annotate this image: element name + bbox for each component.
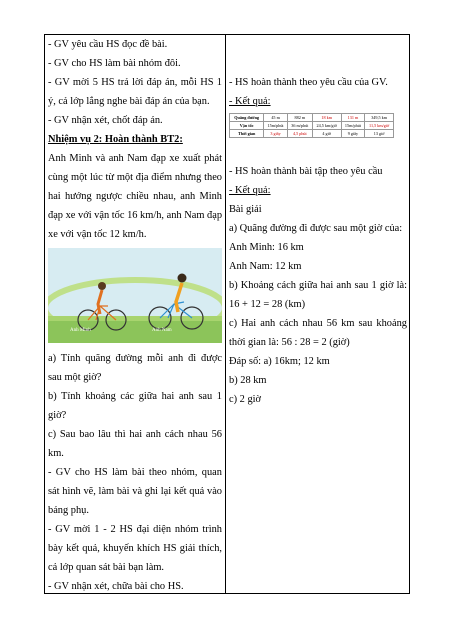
text-line: - HS hoàn thành theo yêu cầu của GV. — [229, 77, 388, 88]
column-divider — [225, 35, 226, 593]
table-cell: Thời gian — [230, 130, 264, 138]
table-row — [230, 130, 394, 138]
student-activities-column — [229, 35, 407, 409]
table-row — [230, 122, 394, 130]
solution-line: c) 2 giờ — [229, 394, 262, 405]
table-cell: 45 m — [264, 114, 288, 122]
text-line: - GV nhận xét, chốt đáp án. — [48, 115, 163, 126]
result-label: - Kết quả: — [229, 185, 271, 196]
text-line: - GV mời 5 HS trả lời đáp án, mỗi HS 1 ý, cả lớp lắng nghe bài đáp án của bạn. — [48, 77, 222, 107]
text-line: - GV yêu cầu HS đọc đề bài. — [48, 39, 168, 50]
result-label: - Kết quả: — [229, 96, 271, 107]
solution-line: b) Khoảng cách giữa hai anh sau 1 giờ là: 16 + 12 = 28 (km) — [229, 280, 407, 310]
teacher-activities-column — [48, 35, 222, 596]
solution-line: Đáp số: a) 16km; 12 km — [229, 356, 330, 367]
table-cell: 18 km — [312, 114, 341, 122]
table-cell: Quãng đường — [230, 114, 264, 122]
question-a: a) Tính quãng đường mỗi anh đi được sau một giờ? — [48, 353, 222, 383]
table-cell: 11,5 km/giờ — [365, 122, 394, 130]
text-line: - HS hoàn thành bài tập theo yêu cầu — [229, 166, 383, 177]
table-cell: 24,5 km/giờ — [312, 122, 341, 130]
table-cell: 36 m/phút — [287, 122, 312, 130]
label-anh-minh: Anh Minh — [70, 328, 91, 333]
question-b: b) Tính khoảng các giữa hai anh sau 1 giờ? — [48, 391, 222, 421]
text-line: - GV cho HS làm bài theo nhóm, quan sát hình vẽ, làm bài và ghi lại kết quả vào bảng phụ. — [48, 467, 222, 516]
solution-line: Bài giải — [229, 204, 262, 215]
table-cell: 4,5 phút — [287, 130, 312, 138]
text-line: - GV nhận xét, chữa bài cho HS. — [48, 581, 184, 592]
results-mini-table — [229, 113, 394, 138]
label-anh-nam: Anh Nam — [152, 328, 172, 333]
table-cell: 15m/phút — [341, 122, 365, 130]
solution-line: b) 28 km — [229, 375, 267, 386]
table-cell: 4 giờ — [312, 130, 341, 138]
problem-text: Anh Minh và anh Nam đạp xe xuất phát cùng một lúc từ một địa điểm nhưng theo hai hướng ngược chiều nhau, anh Minh đạp xe với vận tốc 16 km/h, anh Nam đạp xe với vận tốc 12 km/h. — [48, 153, 223, 240]
table-cell: 9 giây — [341, 130, 365, 138]
question-c: c) Sau bao lâu thì hai anh cách nhau 56 km. — [48, 429, 222, 459]
table-row — [230, 114, 394, 122]
table-cell: 882 m — [287, 114, 312, 122]
table-cell: Vận tốc — [230, 122, 264, 130]
solution-line: c) Hai anh cách nhau 56 km sau khoảng thời gian là: 56 : 28 = 2 (giờ) — [229, 318, 407, 348]
task-heading: Nhiệm vụ 2: Hoàn thành BT2: — [48, 134, 183, 145]
table-cell: 13 giờ — [365, 130, 394, 138]
lesson-table — [44, 34, 410, 594]
solution-line: a) Quãng đường đi được sau một giờ của: — [229, 223, 403, 234]
cyclists-illustration — [48, 248, 222, 343]
table-cell: 3 giây — [264, 130, 288, 138]
text-line: - GV mời 1 - 2 HS đại diện nhóm trình bày kết quả, khuyến khích HS giải thích, cả lớp quan sát bài bạn làm. — [48, 524, 222, 573]
table-cell: 349,5 km — [365, 114, 394, 122]
solution-line: Anh Minh: 16 km — [229, 242, 304, 253]
text-line: - GV cho HS làm bài nhóm đôi. — [48, 58, 181, 69]
table-cell: 131 m — [341, 114, 365, 122]
table-cell: 15m/phút — [264, 122, 288, 130]
solution-line: Anh Nam: 12 km — [229, 261, 302, 272]
